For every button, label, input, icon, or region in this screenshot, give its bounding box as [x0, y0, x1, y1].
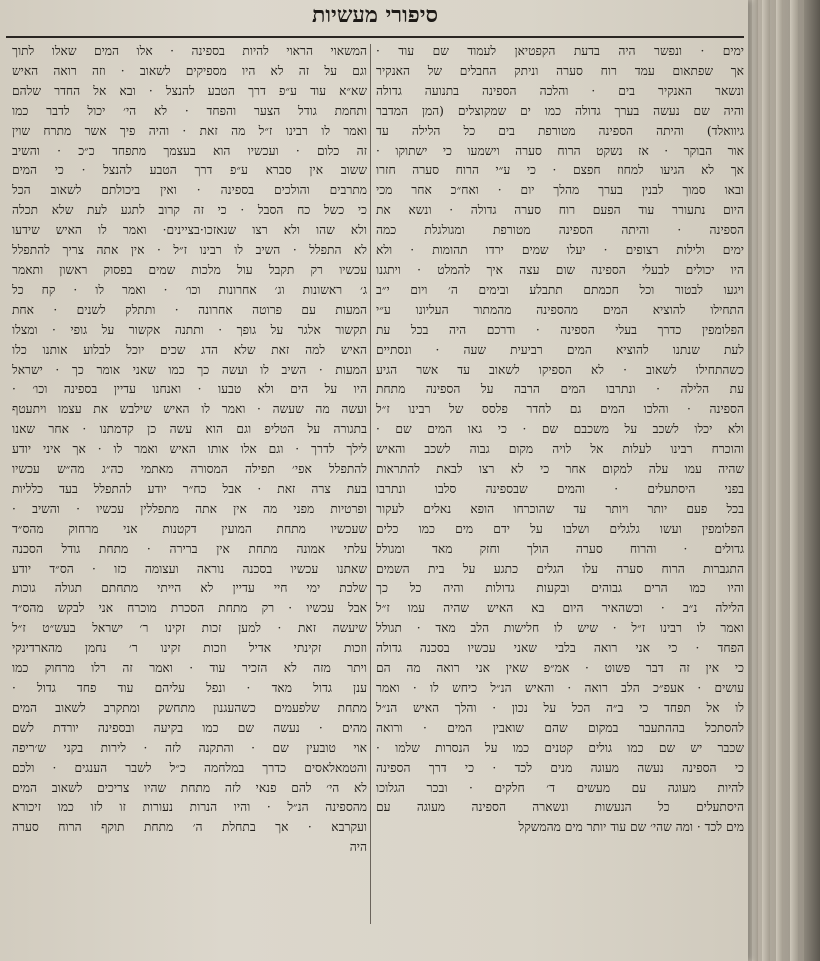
text-line: שהיה עמו עלה למקום אחר כי לא רצו לבאת להתראות [376, 462, 744, 477]
text-line: לו אל תפחד כי ב״ה הכל על נכון · והלך האיש הנ״ל [376, 700, 744, 715]
text-line: ופרטיות מפני מה אין אתה מתפללין עכשיו · והשיב · [12, 501, 367, 516]
text-line: הפחד · כי אני רואה בלבי שאני עכשיו בסכנה גדולה [376, 641, 744, 656]
text-line: המשאוי הראוי להיות בספינה · אלו המים שאלו לתוך [12, 44, 367, 58]
text-column-left [12, 42, 367, 952]
text-line: תקשור אלגר על גופך · ותתנה אקשור על גופי · ומצלו [12, 322, 367, 337]
text-line: עכשיו רק תקבל עול מלכות שמים בפסוק ראשון ותאמר [12, 262, 367, 277]
text-line: ואמר לו רבינו ז״ל · שיש לו חלישות הלב מאד · תגולל [376, 621, 744, 636]
text-line: הלילה נ״ב · וכשהאיר היום בא האיש שהיה עמו ז״ל [376, 601, 744, 616]
text-line: אך לא הגיעו למחוז חפצם · כי ע״י הרוח סערה חזרו [376, 163, 744, 178]
text-line: שיעשה זאת · למען זכות זקינו ר׳ ישראל בעש״ט ז״ל [12, 621, 367, 636]
text-line: וגם על זה לא היו מספיקים לשאוב · וזה רואה האיש [12, 63, 367, 78]
text-line: התגברות הרוח סערה עלו הגלים כתגע על בית השמים [376, 561, 744, 576]
text-line: כי הספינה נעשה מעוגה מנים לכד · כי דרך הספינה [376, 760, 744, 775]
text-line: מהספינה הנ״ל · והיו הנרות נעורות זו לזו כמו זיכורא [12, 800, 367, 815]
text-line: לא התפלל · השיב לו רבינו ז״ל · אין אתה צריך להתפלל [12, 243, 367, 258]
text-line: לא הי׳ להם פנאי לזה מתחת שהיו צריכים לשאוב המים [12, 780, 367, 795]
text-line: הפלומפין ועשו גלגלים ושלבו על ידם מים כמו כלים [376, 521, 744, 536]
text-line: בכל פעם יותר ויותר עד שהוכרחו הופא נאלים לעקור [376, 501, 744, 516]
text-line: להתפלל אפי׳ תפילה המסורה מאתמי כה״ג מה״ש עכשיו [12, 462, 367, 477]
text-line: היו על הים ולא טבעו · ואנחנו עדיין בספינה וכו׳ · [12, 382, 367, 397]
text-line: שא״א עוד ע״פ דרך הטבע להנצל · ובא אל החדר שלהם [12, 83, 367, 98]
page-edge [776, 0, 783, 961]
text-line: להסתכל בההתעבר במקום שהם שואבין המים · ורואה [376, 720, 744, 735]
text-line: היום נתעורר עוד הפעם רוח סערה גדולה · ונשא את [376, 203, 744, 218]
text-line: ועקרבא · אך בתחלת ה׳ מתחת תוקף הרוח סערה [12, 820, 367, 835]
text-line: מתחת שלפעמים כשהעגנון מתחשק ומתקרב לשאוב המים [12, 700, 367, 715]
text-line: בעת צרה זאת · אבל כח״ר יודע להתפלל בעד כלליות [12, 481, 367, 496]
text-line: שעכשיו מתחת המועין דקטנות אני מרחוק מהס״ד [12, 521, 367, 536]
page-title: סיפורי מעשיות [312, 2, 438, 28]
text-line: היו יכולים לבעלי הספינה שום עצה איך להמלט · ויתגנו [376, 262, 744, 277]
text-line: התחילו להוציא המים מהספינה מהמתור העליונו ע״י [376, 302, 744, 317]
text-line: הספינה · והלכו המים גם לחדר פלסס של רבינו ז״ל [376, 402, 744, 417]
text-line: להיות מעוגה עם מעשים ד׳ חלקים · ובכר הגלוכו [376, 780, 744, 795]
text-line: ונשאר האנקיר בים · והלכה הספינה בתנועה גדולה [376, 83, 744, 98]
page-edge [752, 0, 758, 961]
text-line: מתרבים והולכים בספינה · ואין ביכולתם לשאוב הכל [12, 183, 367, 198]
text-line: עת הלילה · ונתרבו המים הרבה על הספינה מתחת [376, 382, 744, 397]
text-line: בתגורה על הטליפ וגם הוא עשה כן קדמתנו · אחר שאנו [12, 422, 367, 437]
text-column-right [376, 42, 744, 952]
text-line: המעות עם פרוטה אחרונה · ותתלק לשנים · אחת [12, 302, 367, 317]
text-line: והטמאלאסים כדרך במלחמה כ״ל לשבר הענגים · ולכם [12, 760, 367, 775]
text-line: הספינה · והיתה הספינה מטורפת ומגולגלת כמה [376, 223, 744, 238]
text-line: ובאו סמוך לבנין בערך מהלך יום · ואח״כ אחר מכי [376, 183, 744, 198]
text-line: ועשה מה שעשה · ואמר לו האיש שילבש את עצמו ויתעטף [12, 402, 367, 417]
text-line: ויגעו לבטור וכל חכמתם תתבלע ובימים ה׳ ויום י״ב [376, 282, 744, 297]
text-line: והיה שם נעשה בערך גדולה כמו ים שמקוצלים (המן המדבר [376, 103, 744, 118]
text-line: כי כשל כח הסבל · כי זה קרוב לתגע לעת שלא תכלה [12, 203, 367, 218]
text-line: ענן גדול מאד · ונפל עליהם עוד פחד גדול · [12, 681, 367, 695]
text-line: ויתר מזה לא הזכיר עוד · ואמר זה רלו מרחוק כמו [12, 661, 367, 676]
text-line: לעת שנתנו להוציא המים רביעית שעה · ונסתיים [376, 342, 744, 357]
text-line: כשהתחילו לשאוב · לא הספיקו לשאוב עד אשר הגיע [376, 362, 744, 377]
text-line: ששוב אין סברא ע״פ דרך הטבע להנצל · כי המים [12, 163, 367, 178]
column-divider [370, 44, 371, 924]
text-line: והוכרח רבינו לעלות אל לויה מקום גבוה לשכב והאיש [376, 442, 744, 457]
text-line: אוי טובעין שם · והתקנה לזה · לירות בקני ש׳ריפה [12, 740, 367, 755]
text-line: ימים · ונפשר היה בדעת הקפטיאן לעמוד שם עוד · [376, 44, 744, 58]
text-line: זה כלום · ועכשיו הוא בעצמך מתפחד כ״כ · והשיב [12, 143, 367, 158]
text-line: שלכת ימי חיי עדיין לא הייתי מתחתם תגולה גוכות [12, 581, 367, 596]
text-line: המעות · השיב לו ועשה כך כמו שאני אומר כך · ישראל [12, 362, 367, 377]
text-line: ג׳ ראשונות וג׳ אחרונות וכו׳ · ואמר לו · קח כל [12, 282, 367, 297]
page-edge [790, 0, 798, 961]
text-line: היה [349, 840, 367, 855]
text-line: כי אין זה דבר פשוט · אמ״פ שאין אני רואה מה הם [376, 661, 744, 676]
text-line: אור הבוקר · אז נשקט הרוח סערה וישמעו כי ישתוקו · [376, 143, 744, 158]
text-line: שכבר יש שם כמו גולים קטנים כמו על הנסרות שלמו · [376, 740, 744, 755]
text-line: הפלומפין כדרך בעלי הספינה · ודרכם היה בכל עת [376, 322, 744, 337]
text-line: גיוואלד) והיתה הספינה מטורפת בים כל הלילה עד [376, 123, 744, 138]
text-line: ואמר לו רבינו ז״ל מה זאת · והיה פיך אשר מתרח שוין [12, 123, 367, 138]
text-line: עושים · אעפ״כ הלב רואה · והאיש הנ״ל כיחש לו · ואמר [376, 681, 744, 695]
text-line: אבל עכשיו · רק מתחת הסכרת מוכרח אני לבקש מהס״ד [12, 601, 367, 616]
text-line: שאתנו עכשיו בסכנה נוראה ועצומה כזו · הס״ד יודע [12, 561, 367, 576]
text-line: היסתעלים כל הנעשות ונשארה הספינה מעוגה עם [376, 800, 744, 815]
text-line: אך שפתאום עמד רוח סערה וניתק החבלים של האנקיר [376, 63, 744, 78]
text-line: וזכות זקינתי אדיל וזכות זקינו ר׳ נחמן מהארדינקי [12, 641, 367, 656]
book-binding-shadow [804, 0, 820, 961]
text-line: עלתי אמונה מתחת אין ברירה · מתחת גודל הסכנה [12, 541, 367, 556]
page-edge [762, 0, 770, 961]
text-line: ותחמת גודל הצער והפחד · לא הי׳ יכול לדבר כמו [12, 103, 367, 118]
text-line: ולא שהו ולא רצו שנאזכו·בציינים· ואמר לו האיש שידעו [12, 223, 367, 238]
text-line: בפני היסתעלים · והמים שבספינה סלבו ונתרבו [376, 481, 744, 496]
text-line: ימים ולילות רצופים · יעלו שמים ירדו תהומות · ולא [376, 243, 744, 258]
text-line: לילך לדרך · וגם אלו אותו האיש ואמר לו · אך איני יודע [12, 442, 367, 457]
text-line: גדולים · והרוח סערה הולך וחזק מאד ומגולל [376, 541, 744, 556]
text-line: האיש למה זאת שלא הדג שכים יוכל לבלוע אותנו כלו [12, 342, 367, 357]
text-line: ולא יכלו לשכב על משכבם שם · כי גאו המים שם · [376, 422, 744, 437]
text-line: מים לכד · ומה שהי׳ שם עוד יותר מים מהמשקל [518, 820, 744, 835]
running-header [6, 0, 744, 38]
text-line: מהים · נעשה שם כמו בקיעה ובספינה יורדת לשם [12, 720, 367, 735]
text-line: והיו כמו הרים גבוהים ובקעות גדולות והיה כל כך [376, 581, 744, 596]
